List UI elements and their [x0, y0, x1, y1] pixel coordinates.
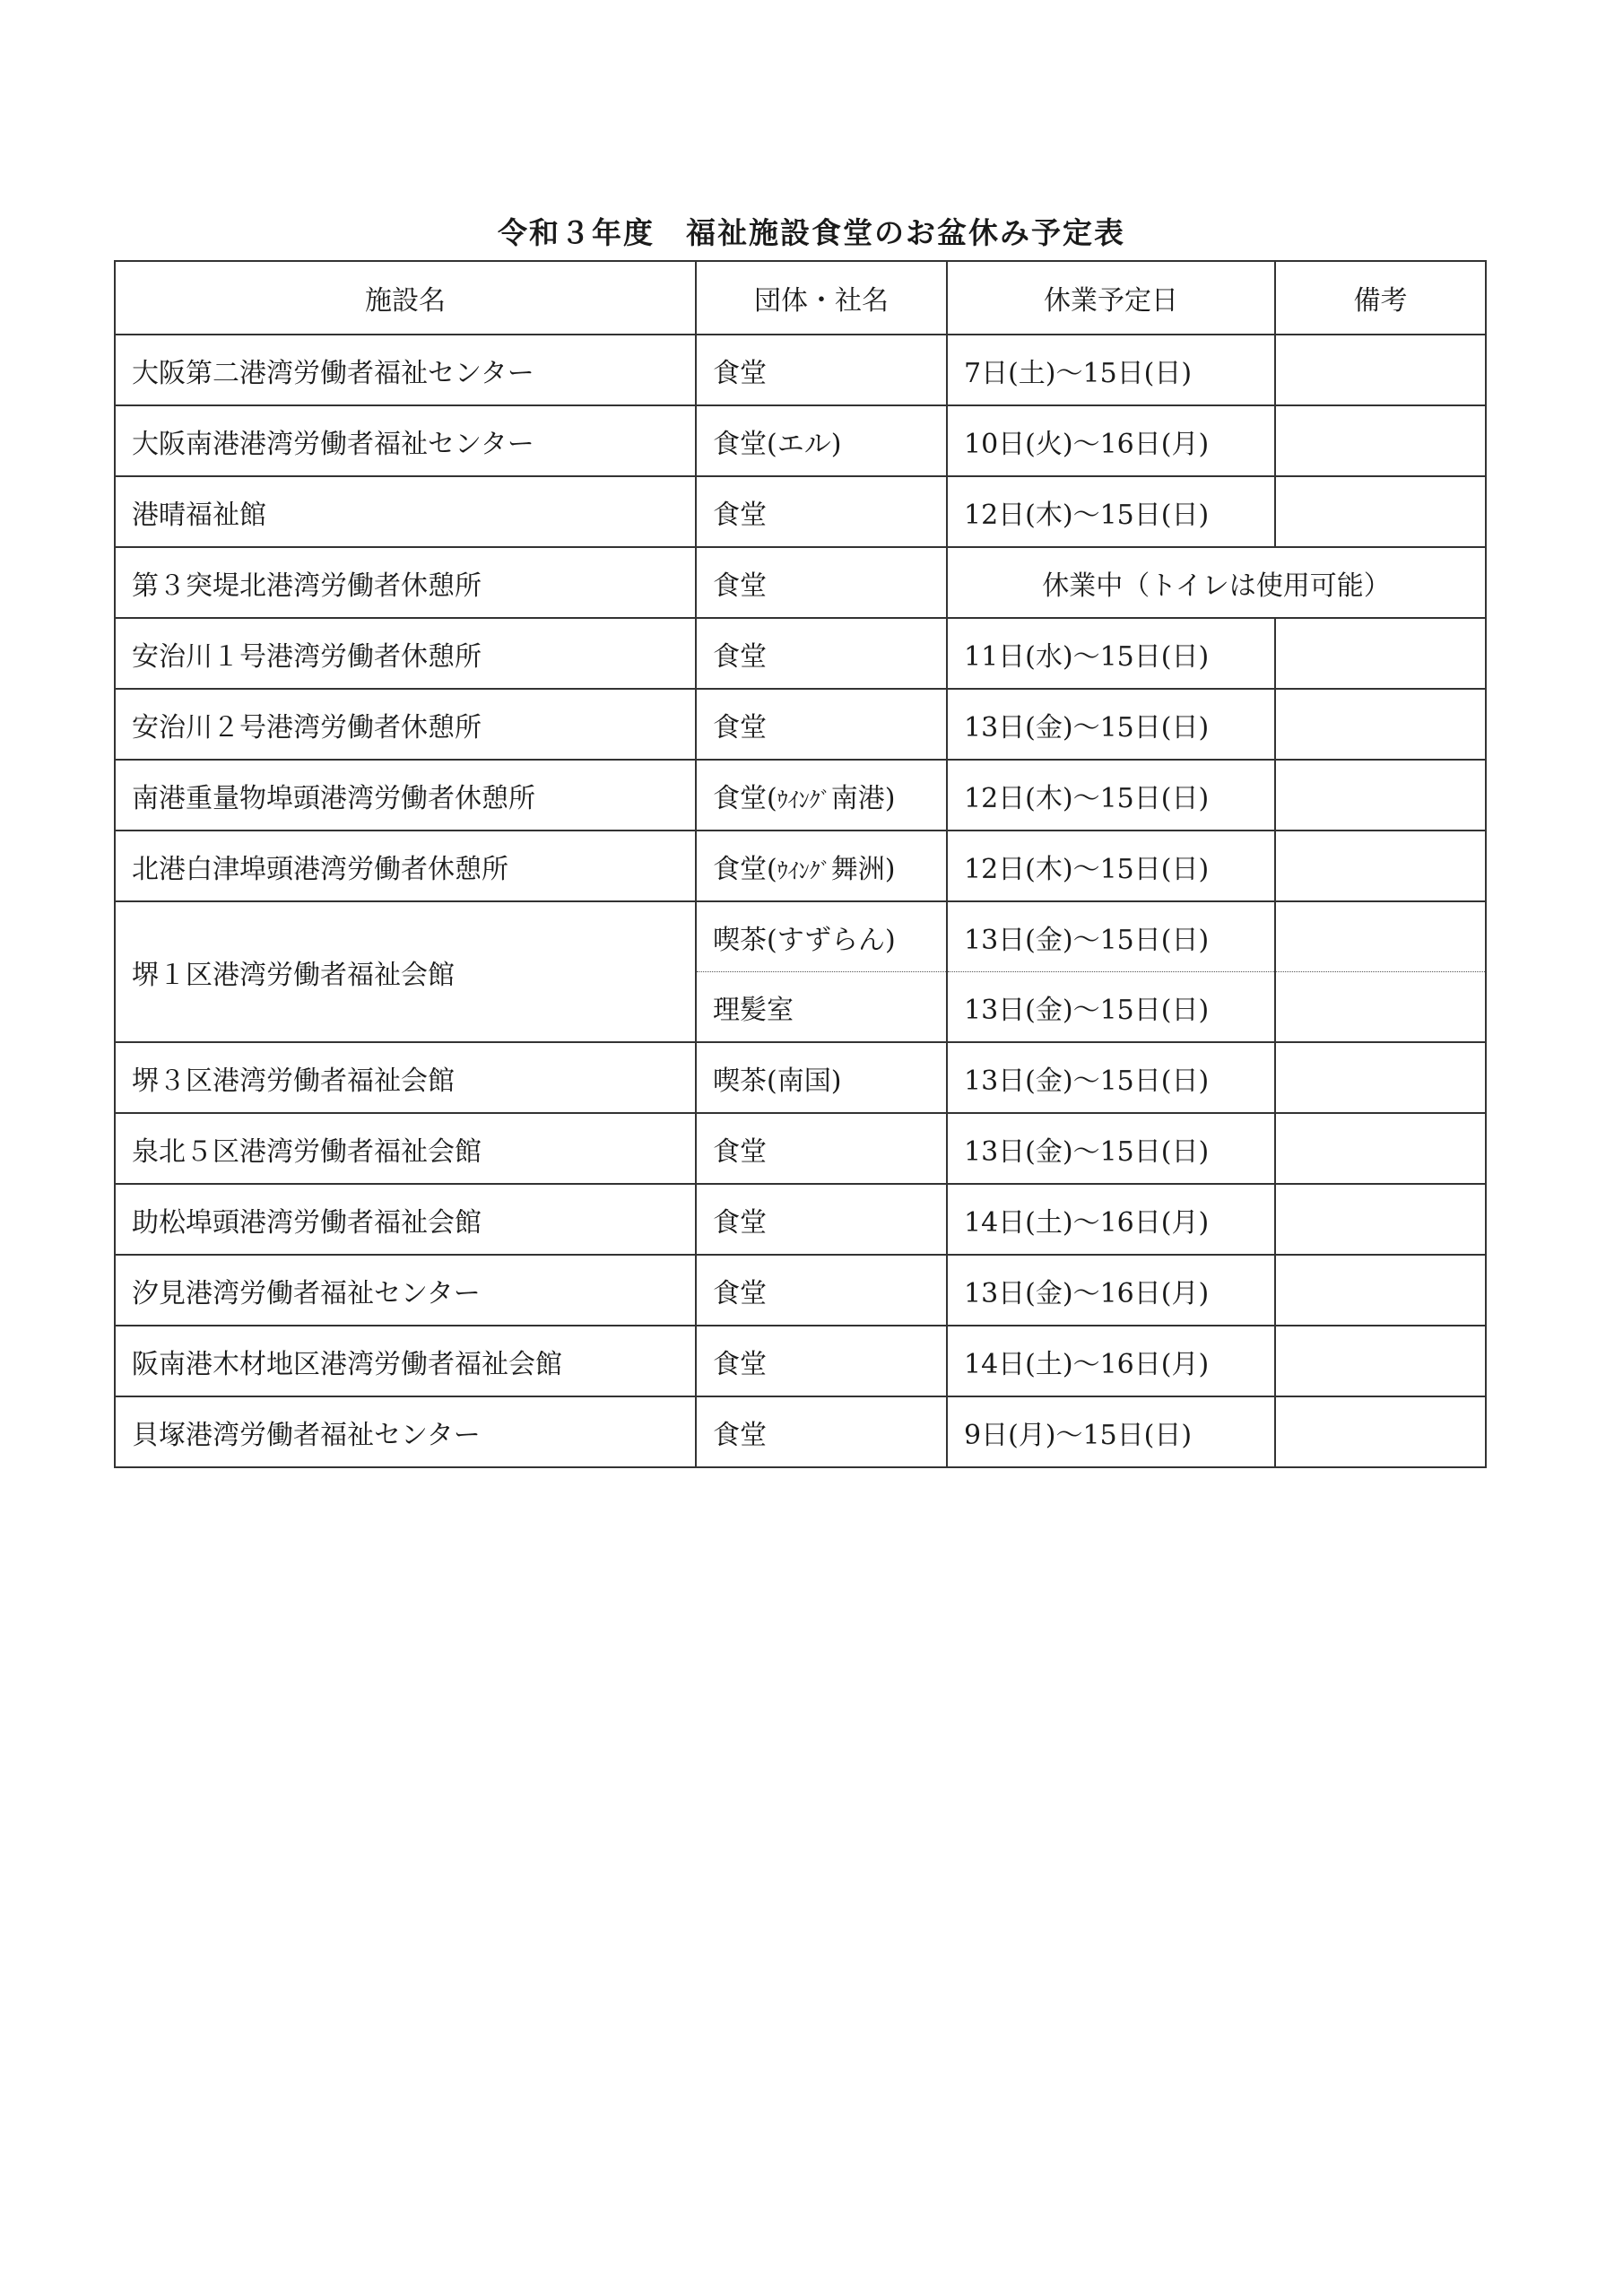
remarks — [1275, 1184, 1486, 1255]
closed-dates: 13日(金)～15日(日) — [947, 1113, 1275, 1184]
remarks — [1275, 618, 1486, 689]
remarks — [1275, 1326, 1486, 1396]
organization-suffix: 舞洲) — [830, 853, 896, 885]
facility-name: 安治川２号港湾労働者休憩所 — [115, 689, 696, 760]
remarks — [1275, 901, 1486, 972]
remarks — [1275, 1113, 1486, 1184]
table-row — [115, 547, 1486, 618]
closed-dates: 11日(水)～15日(日) — [947, 618, 1275, 689]
closed-dates: 12日(木)～15日(日) — [947, 831, 1275, 901]
organization-prefix: 食堂( — [713, 782, 777, 814]
remarks — [1275, 1396, 1486, 1467]
organization-name: 食堂 — [696, 1396, 947, 1467]
table-row — [115, 476, 1486, 547]
organization-name: 食堂 — [696, 335, 947, 405]
organization-name — [696, 760, 947, 831]
table-row — [115, 335, 1486, 405]
table-row — [115, 1255, 1486, 1326]
facility-name: 堺３区港湾労働者福祉会館 — [115, 1042, 696, 1113]
header-organization: 団体・社名 — [696, 261, 947, 335]
facility-name: 堺１区港湾労働者福祉会館 — [115, 901, 696, 1042]
closed-dates: 12日(木)～15日(日) — [947, 760, 1275, 831]
table-row — [115, 689, 1486, 760]
remarks — [1275, 1255, 1486, 1326]
closed-dates: 13日(金)～15日(日) — [947, 1042, 1275, 1113]
closed-dates: 14日(土)～16日(月) — [947, 1326, 1275, 1396]
organization-name: 食堂 — [696, 547, 947, 618]
closure-schedule-table — [114, 260, 1487, 1468]
organization-name: 食堂(エル) — [696, 405, 947, 476]
closed-dates: 13日(金)～15日(日) — [947, 901, 1275, 972]
closed-dates: 14日(土)～16日(月) — [947, 1184, 1275, 1255]
organization-name: 食堂 — [696, 1113, 947, 1184]
page-title: 令和３年度 福祉施設食堂のお盆休み予定表 — [498, 215, 1125, 250]
closed-dates: 13日(金)～15日(日) — [947, 689, 1275, 760]
table-row — [115, 1326, 1486, 1396]
remarks — [1275, 335, 1486, 405]
table-row — [115, 1184, 1486, 1255]
table-row — [115, 901, 1486, 972]
facility-name: 大阪第二港湾労働者福祉センター — [115, 335, 696, 405]
remarks — [1275, 405, 1486, 476]
table-row — [115, 1042, 1486, 1113]
facility-name: 大阪南港港湾労働者福祉センター — [115, 405, 696, 476]
table-row — [115, 1396, 1486, 1467]
table-row — [115, 405, 1486, 476]
organization-name: 喫茶(すずらん) — [696, 901, 947, 972]
facility-name: 阪南港木材地区港湾労働者福祉会館 — [115, 1326, 696, 1396]
facility-name: 泉北５区港湾労働者福祉会館 — [115, 1113, 696, 1184]
closed-dates: 7日(土)～15日(日) — [947, 335, 1275, 405]
organization-name: 食堂 — [696, 476, 947, 547]
remarks — [1275, 476, 1486, 547]
facility-name: 安治川１号港湾労働者休憩所 — [115, 618, 696, 689]
facility-name: 貝塚港湾労働者福祉センター — [115, 1396, 696, 1467]
closed-dates-merged: 休業中（トイレは使用可能） — [947, 547, 1486, 618]
header-facility: 施設名 — [115, 261, 696, 335]
table-row — [115, 760, 1486, 831]
facility-name: 助松埠頭港湾労働者福祉会館 — [115, 1184, 696, 1255]
closed-dates: 12日(木)～15日(日) — [947, 476, 1275, 547]
remarks — [1275, 1042, 1486, 1113]
header-remarks: 備考 — [1275, 261, 1486, 335]
facility-name: 汐見港湾労働者福祉センター — [115, 1255, 696, 1326]
closed-dates: 13日(金)～15日(日) — [947, 972, 1275, 1043]
table-row — [115, 1113, 1486, 1184]
closed-dates: 10日(火)～16日(月) — [947, 405, 1275, 476]
header-row — [115, 261, 1486, 335]
header-closed-dates: 休業予定日 — [947, 261, 1275, 335]
table-row — [115, 618, 1486, 689]
organization-name: 食堂 — [696, 1326, 947, 1396]
organization-name — [696, 831, 947, 901]
facility-name: 南港重量物埠頭港湾労働者休憩所 — [115, 760, 696, 831]
organization-name: 食堂 — [696, 618, 947, 689]
remarks — [1275, 831, 1486, 901]
closed-dates: 9日(月)～15日(日) — [947, 1396, 1275, 1467]
organization-name: 食堂 — [696, 1184, 947, 1255]
facility-name: 第３突堤北港湾労働者休憩所 — [115, 547, 696, 618]
table-row — [115, 831, 1486, 901]
facility-name: 北港白津埠頭港湾労働者休憩所 — [115, 831, 696, 901]
organization-name: 理髪室 — [696, 972, 947, 1043]
organization-prefix: 食堂( — [713, 853, 777, 885]
closed-dates: 13日(金)～16日(月) — [947, 1255, 1275, 1326]
organization-narrow: ｳｲﾝｸﾞ — [777, 787, 831, 813]
organization-name: 食堂 — [696, 1255, 947, 1326]
organization-suffix: 南港) — [830, 782, 896, 814]
facility-name: 港晴福祉館 — [115, 476, 696, 547]
organization-narrow: ｳｲﾝｸﾞ — [777, 857, 831, 883]
organization-name: 食堂 — [696, 689, 947, 760]
remarks — [1275, 972, 1486, 1043]
remarks — [1275, 689, 1486, 760]
remarks — [1275, 760, 1486, 831]
organization-name: 喫茶(南国) — [696, 1042, 947, 1113]
